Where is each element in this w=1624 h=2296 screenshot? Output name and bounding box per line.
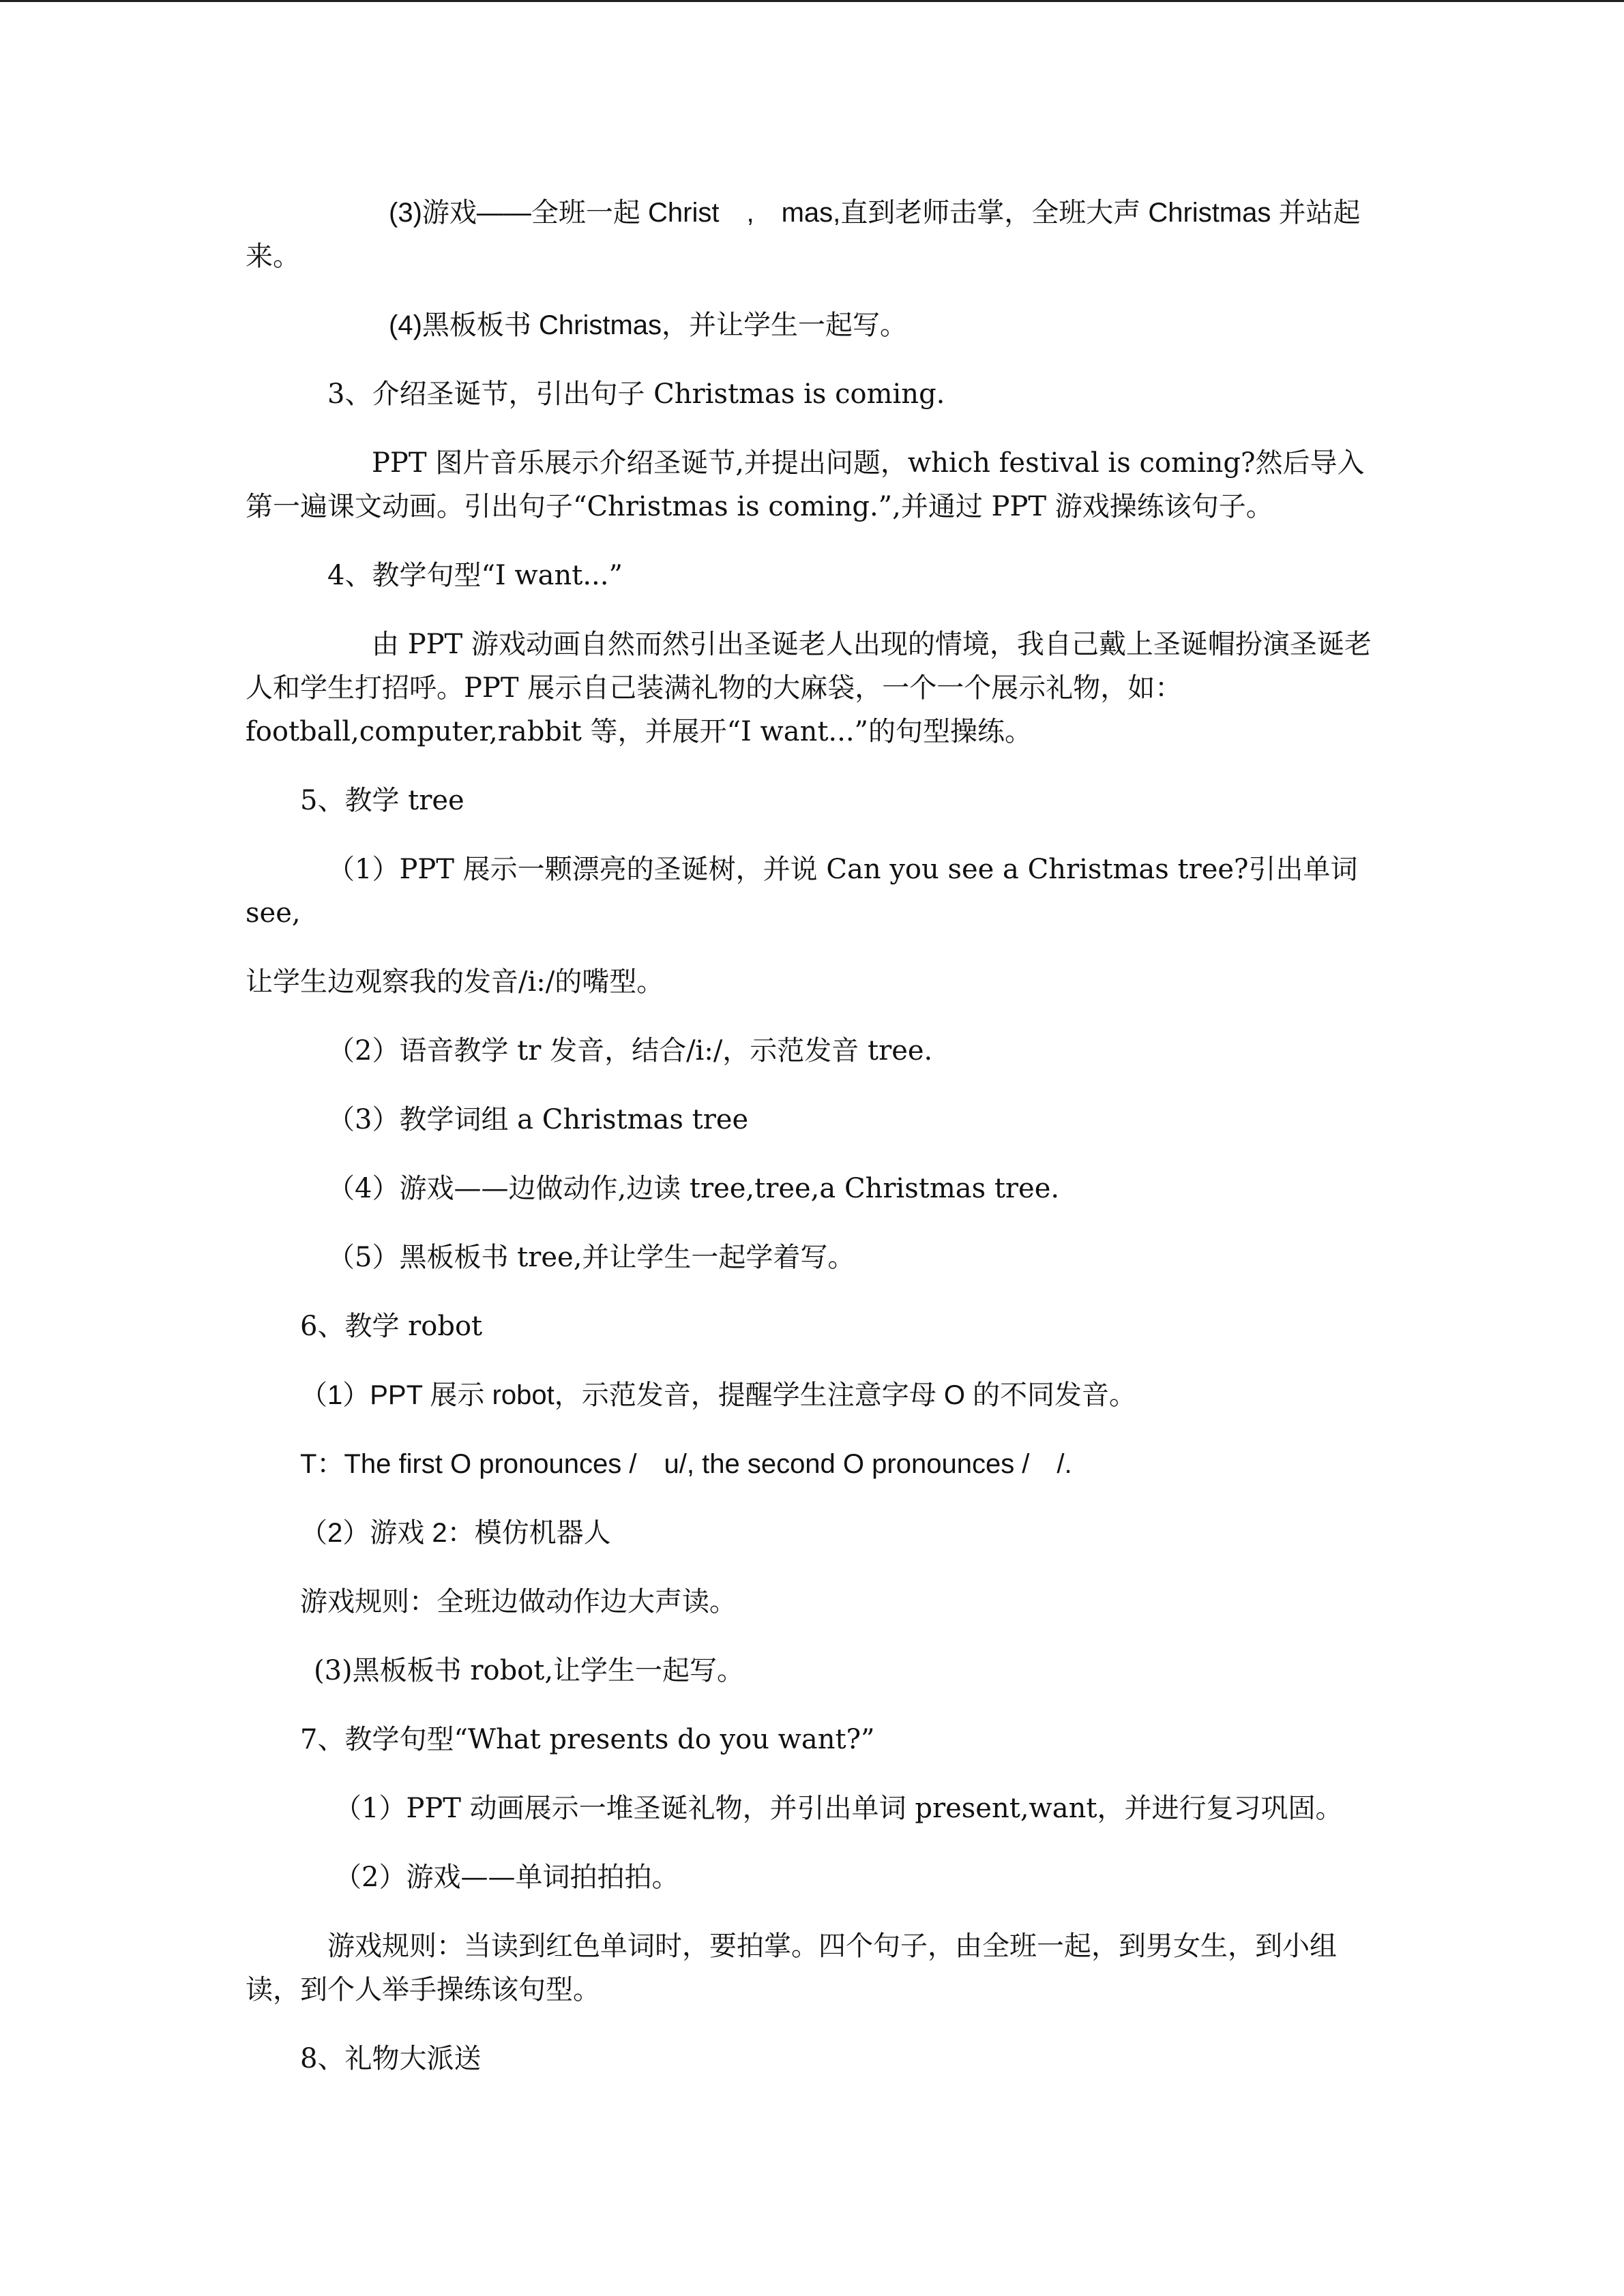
section-4-body: 由 PPT 游戏动画自然而然引出圣诞老人出现的情境，我自己戴上圣诞帽扮演圣诞老人和学生打招呼。PPT 展示自己装满礼物的大麻袋，一个一个展示礼物，如：football,computer,rabbit 等，并展开“I want...”的句型操练。 (246, 629, 1372, 747)
section-7-item-2: （2）游戏——单词拍拍拍。 (334, 1862, 679, 1893)
section-4-heading: 4、教学句型“I want...” (327, 560, 623, 591)
section-5-item-1-note: 让学生边观察我的发音/i:/的嘴型。 (246, 966, 664, 998)
section-5-item-3: （3）教学词组 a Christmas tree (327, 1104, 749, 1135)
section-6-item-3: (3)黑板板书 robot,让学生一起写。 (314, 1655, 745, 1686)
section-5-item-2: （2）语音教学 tr 发音，结合/i:/，示范发音 tree. (327, 1035, 933, 1067)
section-6-item-1: （1）PPT 展示 robot，示范发音，提醒学生注意字母 O 的不同发音。 (300, 1380, 1137, 1410)
section-5-item-5: （5）黑板板书 tree,并让学生一起学着写。 (327, 1242, 855, 1273)
section-7-game-rule: 游戏规则：当读到红色单词时，要拍掌。四个句子，由全班一起，到男女生，到小组读，到个人举手操练该句型。 (246, 1930, 1337, 2006)
section-6-teacher-line: T：The first O pronounces / u/, the second O pronounces / /. (300, 1449, 1072, 1479)
section-5-heading: 5、教学 tree (300, 785, 464, 816)
section-6-heading: 6、教学 robot (300, 1311, 483, 1342)
section-6-game-rule: 游戏规则：全班边做动作边大声读。 (300, 1587, 737, 1617)
section-3-heading: 3、介绍圣诞节，引出句子 Christmas is coming. (327, 378, 945, 410)
document-body (246, 191, 1378, 2106)
page-top-border (0, 0, 1624, 2)
step-4-blackboard: (4)黑板板书 Christmas，并让学生一起写。 (389, 310, 908, 340)
section-3-body: PPT 图片音乐展示介绍圣诞节,并提出问题，which festival is coming?然后导入第一遍课文动画。引出句子“Christmas is coming.”,并通过 PPT 游戏操练该句子。 (246, 447, 1365, 522)
section-5-item-1: （1）PPT 展示一颗漂亮的圣诞树，并说 Can you see a Christmas tree?引出单词 see, (246, 854, 1358, 929)
section-8-heading: 8、礼物大派送 (300, 2043, 482, 2074)
section-5-item-4: （4）游戏——边做动作,边读 tree,tree,a Christmas tree. (327, 1173, 1060, 1204)
section-7-item-1: （1）PPT 动画展示一堆圣诞礼物，并引出单词 present,want，并进行复习巩固。 (334, 1793, 1343, 1824)
section-7-heading: 7、教学句型“What presents do you want?” (300, 1724, 875, 1755)
step-3-game: (3)游戏——全班一起 Christ , mas,直到老师击掌，全班大声 Christmas 并站起来。 (246, 198, 1361, 271)
section-6-item-2: （2）游戏 2：模仿机器人 (300, 1518, 611, 1548)
